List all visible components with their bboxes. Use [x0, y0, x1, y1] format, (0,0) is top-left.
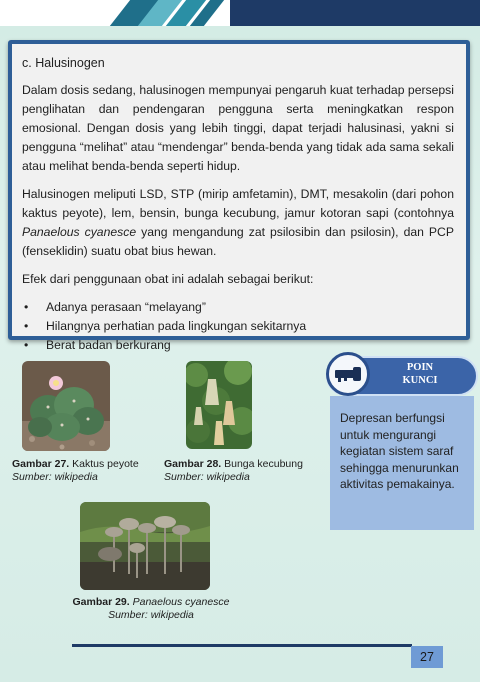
- kecubung-flower-image: [186, 361, 252, 449]
- bullet-icon: •: [24, 300, 29, 314]
- figure-28-label: Gambar 28.: [164, 458, 222, 470]
- section-heading: c. Halusinogen: [22, 56, 105, 70]
- bullet-icon: •: [24, 319, 29, 333]
- list-item-text: Adanya perasaan “melayang”: [46, 300, 206, 314]
- paragraph-3: Efek dari penggunaan obat ini adalah sebagai berikut:: [22, 272, 314, 286]
- list-item-text: Berat badan berkurang: [46, 338, 171, 352]
- peyote-cactus-image: [22, 361, 110, 451]
- content-text: [22, 54, 454, 355]
- paragraph-2-text-a: Halusinogen meliputi LSD, STP (mirip amfetamin), DMT, mesakolin (dari pohon kaktus peyote), lem, bensin, bunga kecubung, jamur kotoran sapi (contohnya: [22, 187, 454, 220]
- footer-divider: [72, 644, 412, 647]
- list-item-text: Hilangnya perhatian pada lingkungan sekitarnya: [46, 319, 307, 333]
- figure-27-label: Gambar 27.: [12, 458, 70, 470]
- figure-28-caption: [164, 458, 314, 484]
- poin-kunci-text: Depresan berfungsi untuk mengurangi kegiatan sistem saraf sehingga menurunkan aktivitas pemakainya.: [340, 411, 459, 491]
- poin-kunci-badge: [326, 352, 370, 396]
- paragraph-2-text-b: yang mengandung zat psilosibin dan psilosin), dan PCP (fenseklidin) suatu obat bius hewan.: [22, 225, 454, 258]
- poin-label-line2: KUNCI: [402, 375, 438, 386]
- poin-label-line1: POIN: [406, 362, 434, 373]
- list-item: [22, 336, 454, 355]
- figure-29-label: Gambar 29.: [72, 596, 130, 608]
- figure-29-name: Panaelous cyanesce: [132, 596, 230, 608]
- figure-28-title: [164, 458, 314, 471]
- effects-list: [22, 298, 454, 355]
- paragraph-2: [22, 185, 454, 261]
- figure-27-source: Sumber: wikipedia: [12, 471, 98, 483]
- page-number: 27: [411, 646, 443, 668]
- key-icon: [329, 355, 367, 393]
- figure-27-title: [12, 458, 162, 471]
- figure-29-caption: [66, 596, 236, 622]
- figure-27-caption: [12, 458, 162, 484]
- poin-kunci-label: [388, 361, 452, 387]
- poin-kunci-box: [330, 396, 474, 530]
- content-card: [8, 40, 470, 352]
- list-item: [22, 298, 454, 317]
- header-navy-block: [230, 0, 480, 26]
- mushroom-image: [80, 502, 210, 590]
- species-name: Panaelous cyanesce: [22, 225, 137, 239]
- figure-29-title: [66, 596, 236, 609]
- figure-28-name: Bunga kecubung: [224, 458, 303, 470]
- list-item: [22, 317, 454, 336]
- figure-29-source: Sumber: wikipedia: [108, 609, 194, 621]
- bullet-icon: •: [24, 338, 29, 352]
- header-decor-bar: [0, 0, 480, 26]
- figure-27-name: Kaktus peyote: [72, 458, 139, 470]
- figure-28-source: Sumber: wikipedia: [164, 471, 250, 483]
- paragraph-1: Dalam dosis sedang, halusinogen mempunyai pengaruh kuat terhadap persepsi penglihatan dan pendengaran pengguna serta meningkatkan respon emosional. Dengan dosis yang lebih tinggi, dapat terjadi halusinasi, yakni si pengguna “melihat” atau “mendengar” benda-benda yang tidak ada sama sekali atau melihat benda-benda seperti hidup.: [22, 83, 454, 173]
